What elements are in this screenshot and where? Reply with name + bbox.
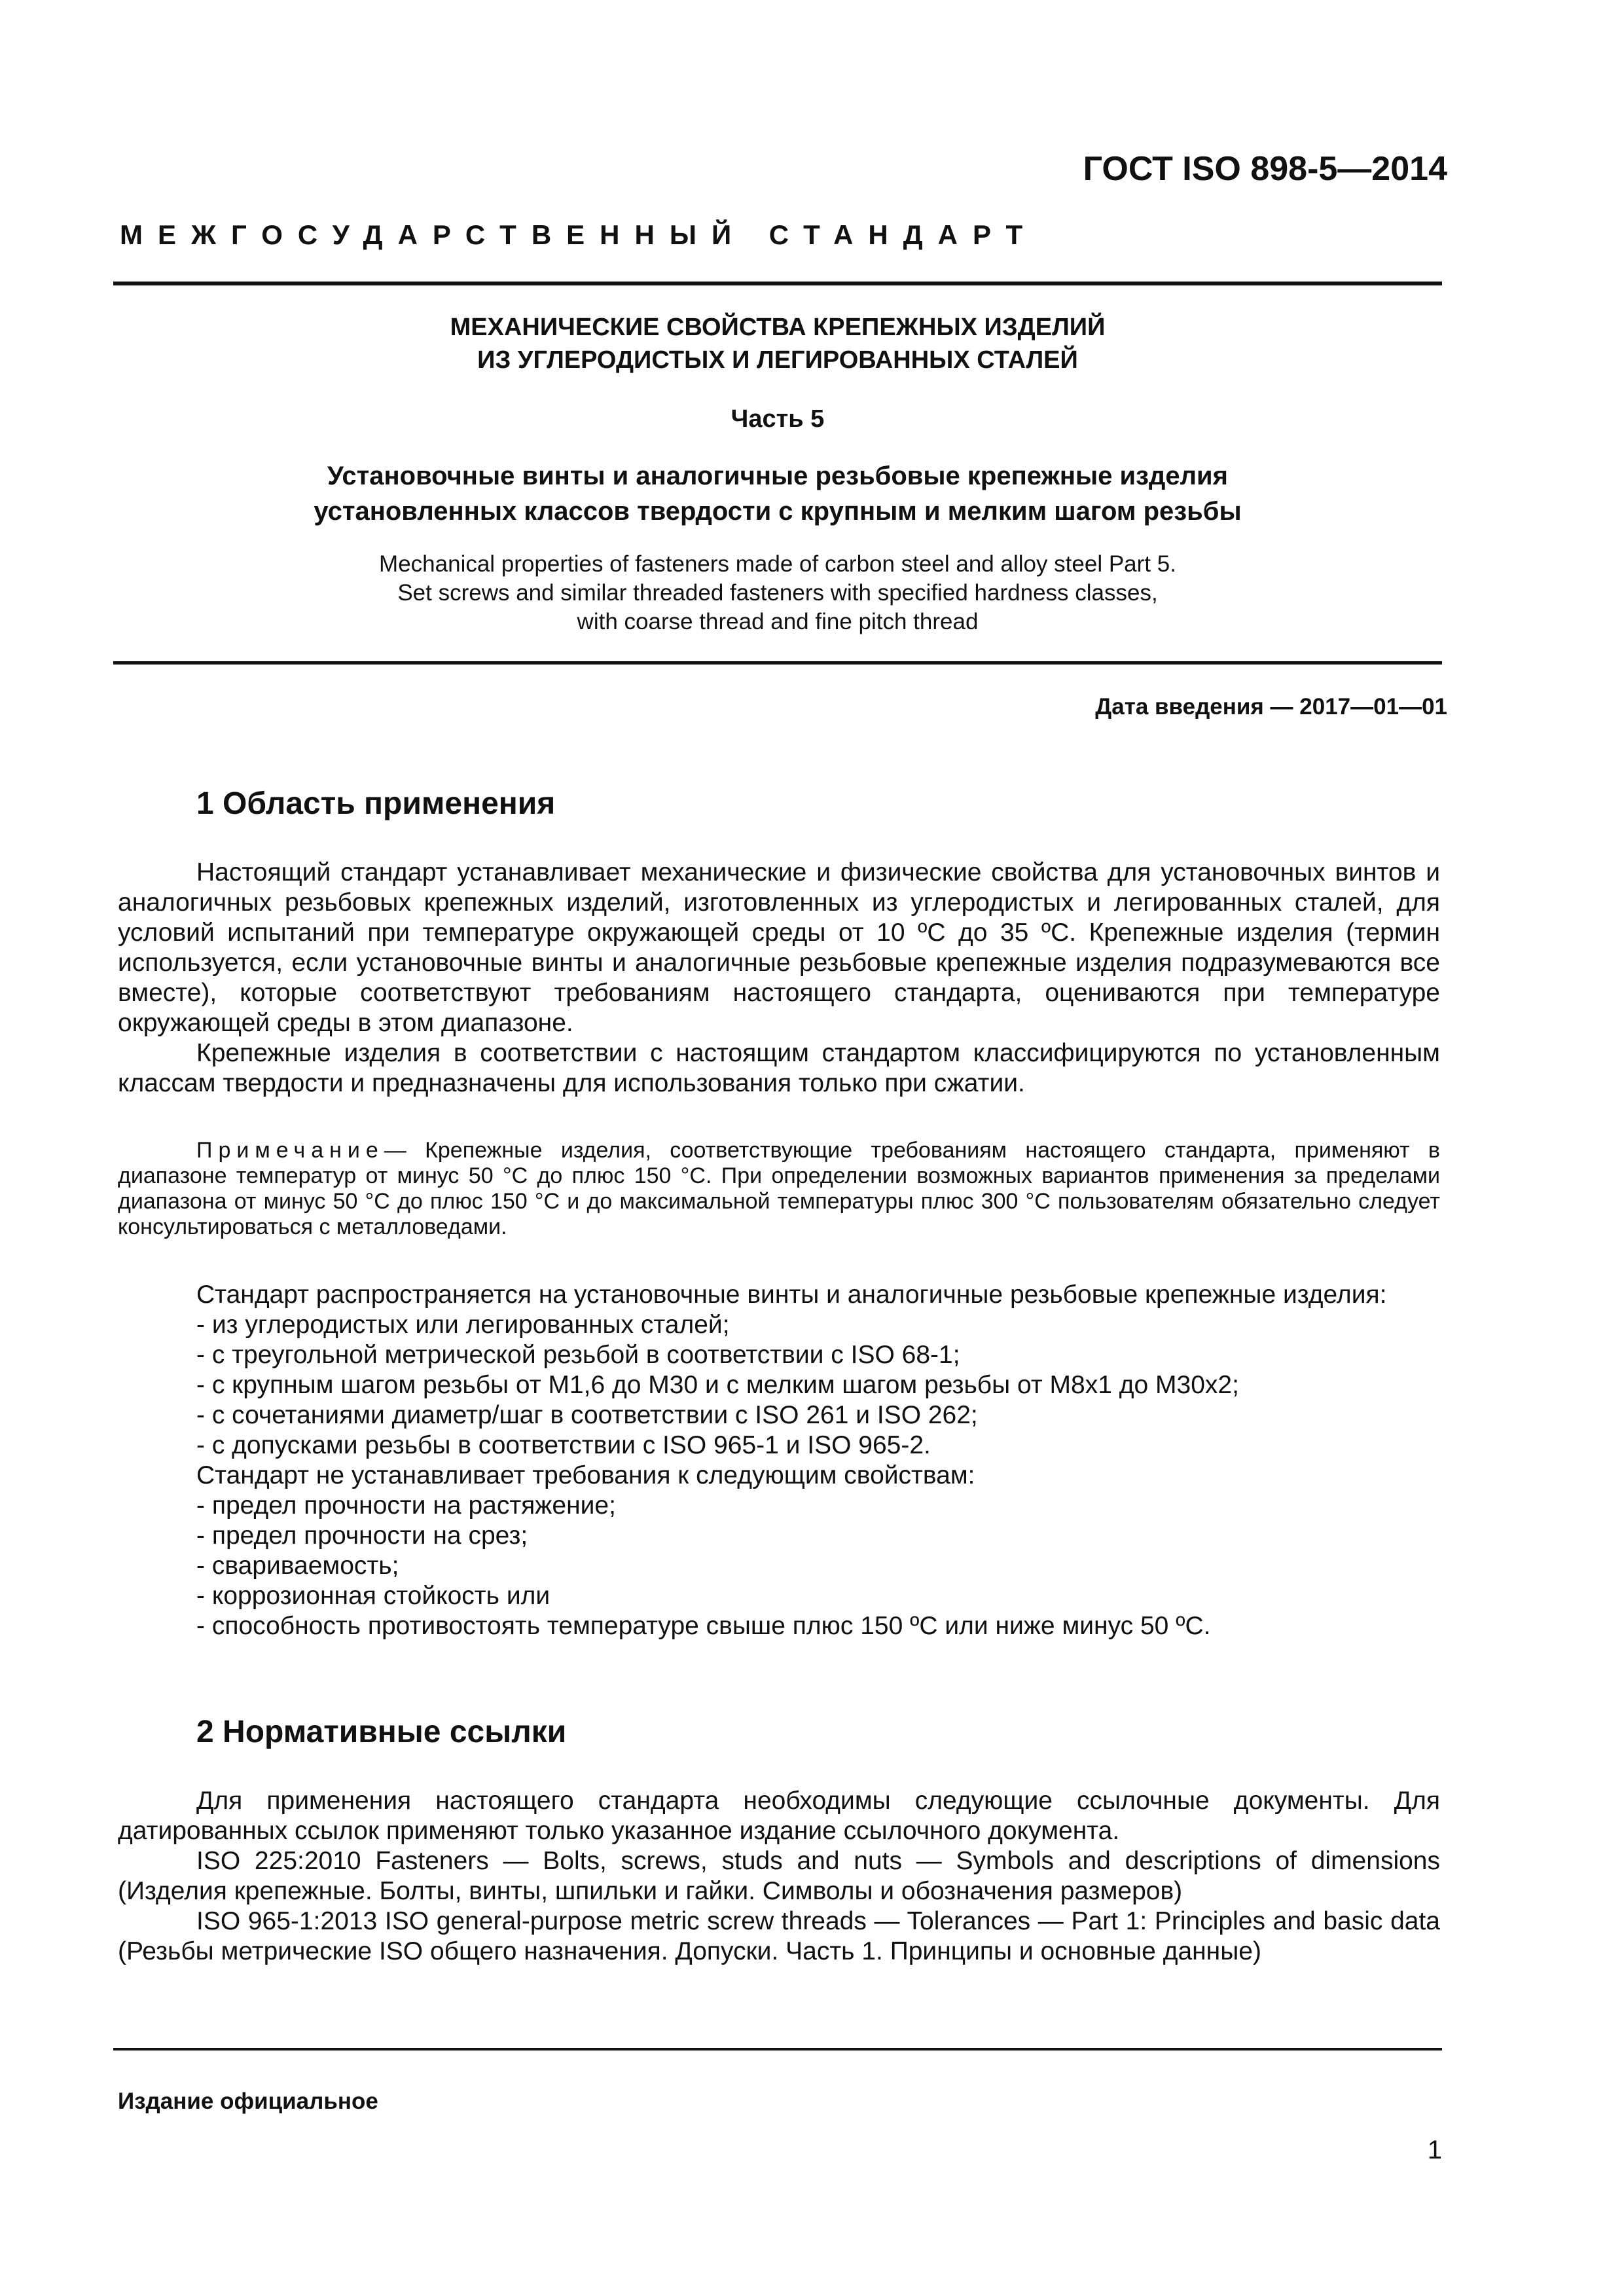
english-title-line-3: with coarse thread and fine pitch thread	[577, 609, 979, 634]
reference-iso-965-1: ISO 965-1:2013 ISO general-purpose metric screw threads — Tolerances — Part 1: Principles and basic data (Резьбы метрические ISO общего назначения. Допуски. Часть 1. Принципы и основные данные)	[118, 1907, 1440, 1965]
references-intro-paragraph: Для применения настоящего стандарта необходимы следующие ссылочные документы. Для датированных ссылок применяют только указанное издание ссылочного документа.	[118, 1787, 1440, 1845]
scope-paragraph-2: Крепежные изделия в соответствии с настоящим стандартом классифицируются по установленным классам твердости и предназначены для использования только при сжатии.	[118, 1039, 1440, 1097]
applicability-paragraph: Стандарт распространяется на установочные винты и аналогичные резьбовые крепежные изделия:	[196, 1281, 1387, 1309]
document-subtitle	[113, 458, 1442, 529]
scope-paragraph-1: Настоящий стандарт устанавливает механические и физические свойства для установочных винтов и аналогичных резьбовых крепежных изделий, изготовленных из углеродистых и легированных сталей, для условий испытаний при температуре окружающей среды от 10 ºС до 35 ºС. Крепежные изделия (термин используется, если установочные винты и аналогичные резьбовые крепежные изделия подразумеваются все вместе), которые соответствуют требованиям настоящего стандарта, оцениваются при температуре окружающей среды в этом диапазоне.	[118, 858, 1440, 1037]
title-line-1: МЕХАНИЧЕСКИЕ СВОЙСТВА КРЕПЕЖНЫХ ИЗДЕЛИЙ	[450, 314, 1106, 341]
not-applies-list	[118, 1491, 1440, 1641]
list-item: - предел прочности на растяжение;	[196, 1491, 616, 1520]
header-rule	[113, 282, 1442, 285]
english-title	[113, 550, 1442, 636]
note-text: — Крепежные изделия, соответствующие требованиям настоящего стандарта, применяют в диапазоне температур от минус 50 °С до плюс 150 °С. При определении возможных вариантов применения за пределами диапазона от минус 50 °С до плюс 150 °С и до максимальной температуры плюс 300 °С пользователям обязательно следует консультироваться с металловедами.	[118, 1138, 1440, 1239]
list-item: - из углеродистых или легированных сталей;	[196, 1311, 730, 1339]
list-item: - с допусками резьбы в соответствии с ISO 965-1 и ISO 965-2.	[196, 1431, 931, 1459]
note-label: Примечание	[196, 1138, 384, 1163]
section-1-heading: 1 Область применения	[196, 786, 556, 821]
introduction-date: Дата введения — 2017—01—01	[1095, 694, 1447, 720]
list-item: - с крупным шагом резьбы от М1,6 до М30 и с мелким шагом резьбы от М8х1 до М30х2;	[196, 1371, 1239, 1399]
subtitle-line-2: установленных классов твердости с крупным и мелким шагом резьбы	[314, 497, 1242, 526]
list-item: - с сочетаниями диаметр/шаг в соответствии с ISO 261 и ISO 262;	[196, 1401, 978, 1429]
list-item: - свариваемость;	[196, 1552, 399, 1580]
note-block	[118, 1138, 1440, 1240]
english-title-line-2: Set screws and similar threaded fasteners with specified hardness classes,	[397, 580, 1158, 606]
section-2-heading: 2 Нормативные ссылки	[196, 1715, 567, 1749]
applies-list	[118, 1310, 1440, 1461]
not-applies-intro: Стандарт не устанавливает требования к следующим свойствам:	[196, 1461, 975, 1489]
section-2-references-text	[118, 1786, 1440, 1967]
title-line-2: ИЗ УГЛЕРОДИСТЫХ И ЛЕГИРОВАННЫХ СТАЛЕЙ	[477, 346, 1078, 374]
section-1-applicability	[118, 1280, 1440, 1641]
page-number: 1	[1427, 2136, 1442, 2164]
list-item: - с треугольной метрической резьбой в соответствии с ISO 68-1;	[196, 1341, 960, 1369]
list-item: - предел прочности на срез;	[196, 1522, 528, 1550]
footer-rule	[113, 2048, 1442, 2050]
official-edition-label: Издание официальное	[118, 2088, 378, 2114]
list-item: - коррозионная стойкость или	[196, 1582, 550, 1610]
list-item: - способность противостоять температуре свыше плюс 150 ºС или ниже минус 50 ºС.	[196, 1612, 1211, 1640]
document-title	[113, 311, 1442, 376]
english-title-line-1: Mechanical properties of fasteners made of carbon steel and alloy steel Part 5.	[379, 551, 1176, 577]
title-rule	[113, 661, 1442, 665]
subtitle-line-1: Установочные винты и аналогичные резьбовые крепежные изделия	[327, 462, 1228, 490]
document-code: ГОСТ ISO 898-5—2014	[1083, 150, 1447, 188]
interstate-standard-label: МЕЖГОСУДАРСТВЕННЫЙ СТАНДАРТ	[120, 219, 1038, 250]
section-1-scope-text	[118, 858, 1440, 1099]
part-label: Часть 5	[731, 405, 825, 433]
reference-iso-225: ISO 225:2010 Fasteners — Bolts, screws, studs and nuts — Symbols and descriptions of dimensions (Изделия крепежные. Болты, винты, шпильки и гайки. Символы и обозначения размеров)	[118, 1847, 1440, 1905]
